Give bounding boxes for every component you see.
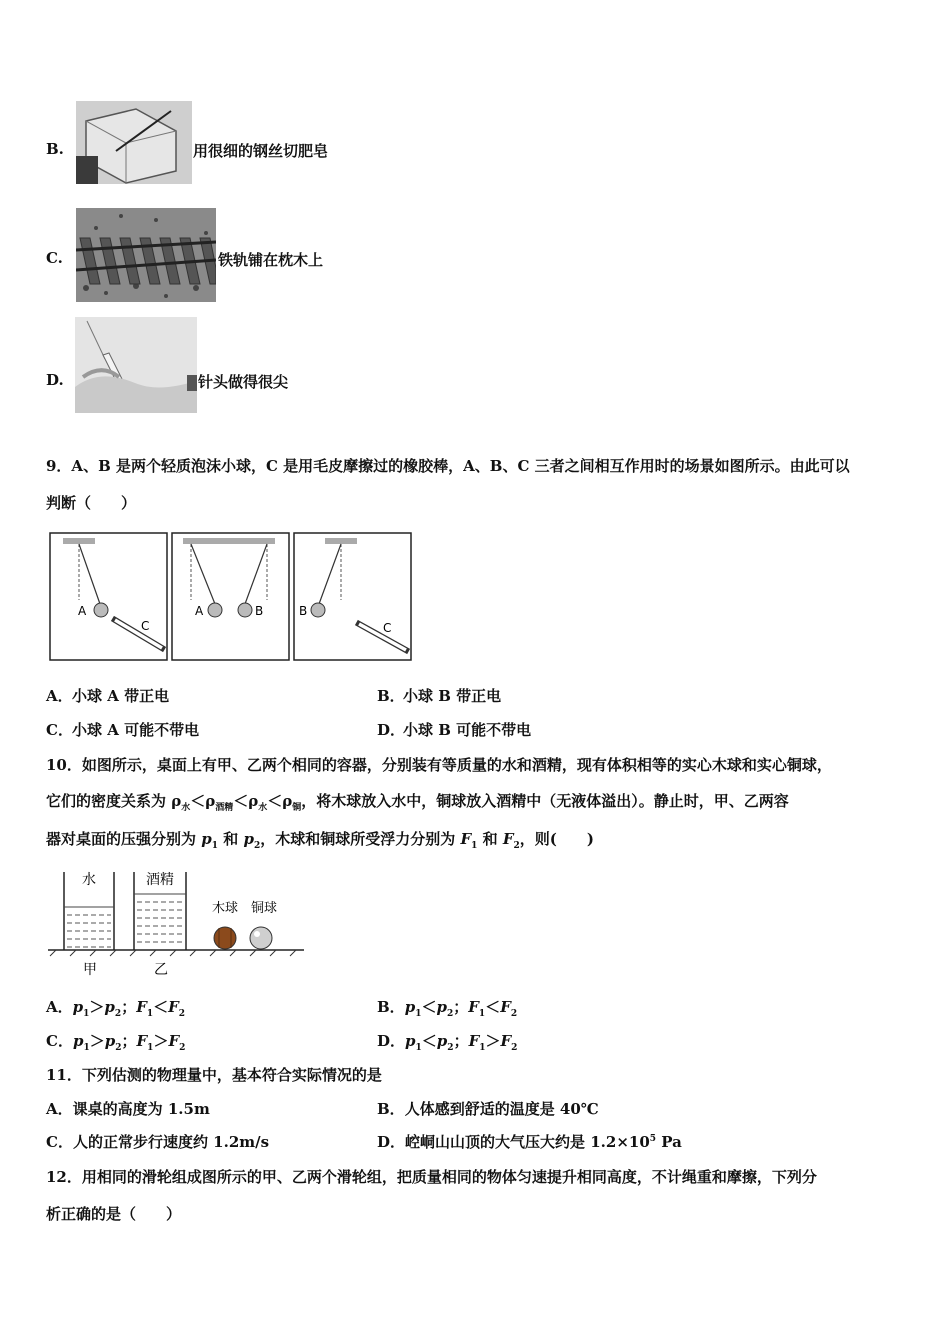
- ball-a: [94, 603, 108, 617]
- option-letter: C.: [46, 249, 63, 267]
- text: 和: [477, 830, 503, 848]
- question-10-stem-line2: [46, 790, 789, 813]
- panel-1-support: [63, 538, 95, 544]
- option-letter: B．: [377, 998, 405, 1016]
- symbol-f: F: [460, 830, 472, 848]
- relation: ＞: [153, 1032, 169, 1050]
- label-b: B: [299, 604, 308, 618]
- subscript: 1: [211, 841, 218, 851]
- q11-option-c[interactable]: [46, 1131, 269, 1152]
- unit: Pa: [656, 1133, 682, 1151]
- subscript: 2: [513, 841, 520, 851]
- railway-sleepers-photo: [76, 208, 216, 302]
- relation: ＞: [485, 1032, 501, 1050]
- question-9-stem-line1: 9．A、B 是两个轻质泡沫小球，C 是用毛皮摩擦过的橡胶棒，A、B、C 三者之间相互作用时的场景如图所示。由此可以: [46, 457, 850, 475]
- label-wood-ball: 木球: [212, 901, 239, 916]
- symbol-f: F: [502, 830, 514, 848]
- option-text: 小球 B 可能不带电: [403, 721, 532, 739]
- label-jia: 甲: [83, 962, 97, 978]
- option-letter: C．: [46, 1133, 73, 1151]
- label-a: A: [78, 604, 87, 618]
- relation: ＜: [153, 998, 169, 1016]
- q11-option-d[interactable]: [377, 1131, 682, 1152]
- question-12-stem-line2: 析正确的是（ ）: [46, 1205, 182, 1223]
- relation: ＞: [89, 998, 105, 1016]
- option-text: 小球 A 可能不带电: [72, 721, 200, 739]
- option-letter: D．: [377, 1133, 406, 1151]
- relation: ＜: [421, 1032, 437, 1050]
- soap-cutting-photo: [76, 101, 192, 184]
- q10-option-d[interactable]: D．$p_1<p_2$；$F_1>F_2$: [377, 1032, 518, 1053]
- option-text: 课桌的高度为 1.5m: [72, 1100, 210, 1118]
- option-letter: D．: [377, 1032, 406, 1050]
- subscript: 1: [471, 841, 478, 851]
- option-text: 铁轨铺在枕木上: [218, 251, 324, 269]
- option-text: 小球 B 带正电: [403, 687, 502, 705]
- label-water: 水: [82, 872, 96, 888]
- text: ＜ρ: [233, 792, 259, 810]
- panel-2-frame: [172, 533, 289, 660]
- text: ＜ρ: [267, 792, 293, 810]
- question-12-stem-line1: 12．用相同的滑轮组成图所示的甲、乙两个滑轮组，把质量相同的物体匀速提升相同高度，不计绳重和摩擦，下列分: [46, 1168, 817, 1186]
- subscript-water: 水: [181, 803, 191, 813]
- q10-option-a[interactable]: A．$p_1>p_2$；$F_1<F_2$: [46, 998, 186, 1019]
- panel-3-support: [325, 538, 357, 544]
- containers-figure: [48, 868, 306, 980]
- label-yi: 乙: [154, 962, 168, 978]
- exponent: 5: [649, 1134, 657, 1144]
- option-letter: C．: [46, 721, 73, 739]
- relation: ＜: [485, 998, 501, 1016]
- option-letter: B.: [46, 140, 64, 158]
- syringe-needle-photo: [75, 317, 197, 413]
- panel-2-support: [183, 538, 275, 544]
- question-10-stem-line3: [46, 828, 594, 851]
- q10-option-b[interactable]: B．$p_1<p_2$；$F_1<F_2$: [377, 998, 518, 1019]
- ball-a: [208, 603, 222, 617]
- label-a: A: [195, 604, 204, 618]
- text: 它们的密度关系为 ρ: [46, 792, 182, 810]
- text: 和: [218, 830, 244, 848]
- charged-balls-figure: [49, 532, 413, 662]
- option-text: 人的正常步行速度约 1.2m/s: [72, 1133, 270, 1151]
- symbol-p: p: [243, 830, 254, 848]
- ball-b: [311, 603, 325, 617]
- ball-b: [238, 603, 252, 617]
- q11-option-a[interactable]: [46, 1098, 210, 1119]
- label-b: B: [255, 604, 264, 618]
- option-letter: D．: [377, 721, 406, 739]
- option-text: 针头做得很尖: [198, 373, 289, 391]
- option-letter: A．: [46, 687, 73, 705]
- option-letter: B．: [377, 687, 405, 705]
- option-letter: A．: [46, 998, 73, 1016]
- label-alcohol: 酒精: [146, 872, 174, 888]
- copper-ball: [250, 927, 272, 949]
- text: ，木球和铜球所受浮力分别为: [260, 830, 461, 848]
- option-text: 崆峒山山顶的大气压大约是 1.2×10: [405, 1133, 650, 1151]
- option-text: 小球 A 带正电: [72, 687, 170, 705]
- relation: ＞: [89, 1032, 105, 1050]
- option-text: 人体感到舒适的温度是 40℃: [404, 1100, 599, 1118]
- text: ，则( ): [519, 830, 594, 848]
- option-text: 用很细的钢丝切肥皂: [193, 142, 329, 160]
- option-letter: D.: [46, 371, 64, 389]
- question-10-stem-line1: 10．如图所示，桌面上有甲、乙两个相同的容器，分别装有等质量的水和酒精，现有体积相等的实心木球和实心铜球，: [46, 756, 832, 774]
- label-copper-ball: 铜球: [251, 901, 278, 916]
- question-11-stem: 11．下列估测的物理量中，基本符合实际情况的是: [46, 1066, 382, 1084]
- symbol-p: p: [201, 830, 212, 848]
- wood-ball: [214, 927, 236, 949]
- text: ＜ρ: [190, 792, 216, 810]
- option-letter: C．: [46, 1032, 73, 1050]
- subscript-copper: 铜: [292, 803, 302, 813]
- text: ，将木球放入水中，铜球放入酒精中（无液体溢出）。静止时，甲、乙两容: [301, 792, 789, 810]
- question-9-stem-line2: 判断（ ）: [46, 494, 137, 512]
- subscript-water: 水: [258, 803, 268, 813]
- label-c: C: [141, 619, 150, 633]
- subscript-alcohol: 酒精: [215, 803, 234, 813]
- option-letter: B．: [377, 1100, 405, 1118]
- subscript: 2: [253, 841, 261, 851]
- text: 器对桌面的压强分别为: [46, 830, 202, 848]
- q10-option-c[interactable]: C．$p_1>p_2$；$F_1>F_2$: [46, 1032, 186, 1053]
- relation: ＜: [421, 998, 437, 1016]
- label-c: C: [383, 621, 392, 635]
- option-letter: A．: [46, 1100, 73, 1118]
- q11-option-b[interactable]: [377, 1098, 599, 1119]
